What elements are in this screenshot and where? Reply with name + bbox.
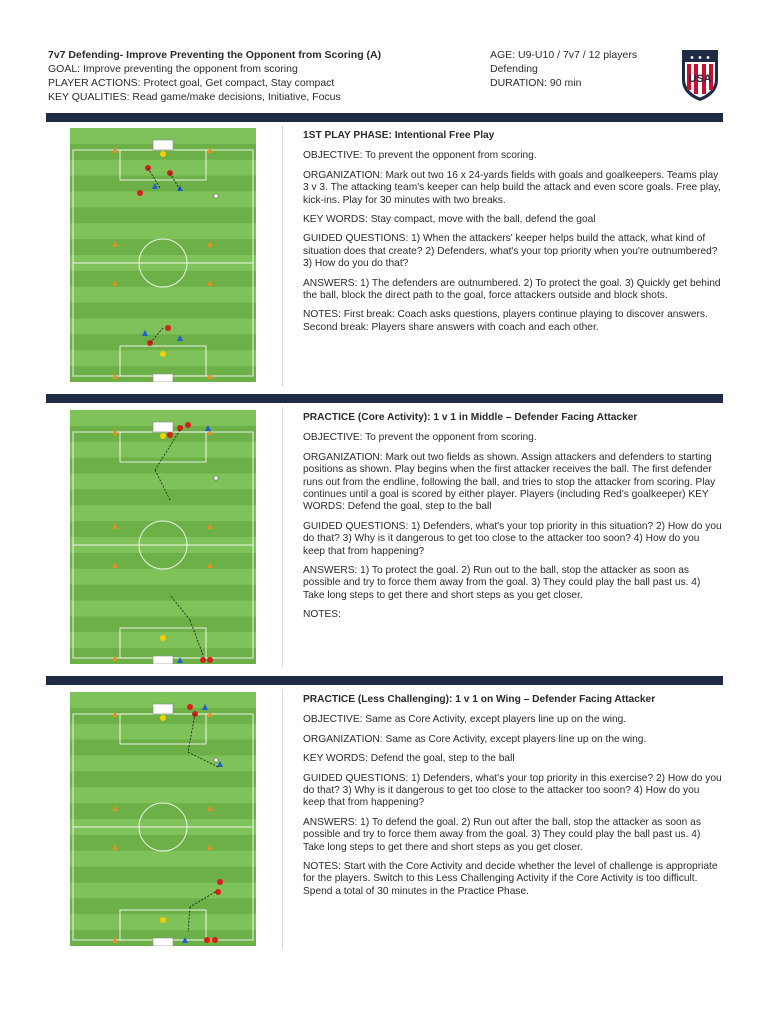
attacker-icon: [207, 657, 213, 663]
session-meta: [490, 48, 660, 90]
goal-bottom: [153, 656, 173, 664]
organization: ORGANIZATION: Mark out two 16 x 24-yards fields with goals and goalkeepers. Teams play 3 v 3. The attacking team's keeper can help build the attack and even score goals. Free play, kick-ins. Play for 30 minutes with two breaks.: [303, 169, 721, 206]
goalkeeper-icon: [160, 715, 166, 721]
notes: NOTES: First break: Coach asks questions, players continue playing to discover answers. Second break: Players share answers with coach and each other.: [303, 309, 708, 333]
field-diagram-core-activity: [70, 410, 256, 664]
answers: ANSWERS: 1) The defenders are outnumbered. 2) To protect the goal. 3) Quickly get behind the ball, block the direct path to the goal, force attackers outside and block shots.: [303, 277, 721, 302]
attacker-icon: [204, 937, 210, 943]
grass-stripe: [70, 756, 256, 772]
grass-stripe: [70, 883, 256, 899]
goalkeeper-icon: [160, 635, 166, 641]
goal-bottom: [153, 938, 173, 946]
topic-info: Defending: [490, 63, 538, 75]
grass-stripe: [70, 319, 256, 335]
guided-questions: GUIDED QUESTIONS: 1) Defenders, what's your top priority in this exercise? 2) How do you do that? 3) Why is it dangerous to get too close to the attacker too soon? 4) How do you keep that from happening?: [303, 772, 722, 809]
attacker-icon: [215, 889, 221, 895]
column-rule: [282, 407, 283, 667]
section-title: 1ST PLAY PHASE: Intentional Free Play: [303, 130, 495, 141]
age-info: AGE: U9-U10 / 7v7 / 12 players: [490, 49, 638, 61]
grass-stripe: [70, 521, 256, 537]
grass-stripe: [70, 553, 256, 569]
section-divider-2: [46, 394, 723, 403]
goalkeeper-icon: [160, 351, 166, 357]
field-diagram-free-play: [70, 128, 256, 382]
goal-top: [153, 704, 173, 714]
grass-stripe: [70, 771, 256, 787]
grass-stripe: [70, 442, 256, 458]
goalkeeper-icon: [160, 917, 166, 923]
objective: OBJECTIVE: To prevent the opponent from scoring.: [303, 432, 537, 444]
objective: OBJECTIVE: Same as Core Activity, except players line up on the wing.: [303, 714, 627, 726]
goal-bottom: [153, 374, 173, 382]
goal-top: [153, 422, 173, 432]
grass-stripe: [70, 239, 256, 255]
section-title: PRACTICE (Less Challenging): 1 v 1 on Wing – Defender Facing Attacker: [303, 694, 656, 705]
organization: ORGANIZATION: Mark out two fields as shown. Assign attackers and defenders to starting positions as shown. Play begins when the first attacker receives the ball. The first defender runs out from the endline, following the ball, and tries to stop the attacker from scoring. Play continues until a goal is scored by either player. Players (including Red's goalkeeper) KEY WORDS: Defend the goal, step to the ball: [303, 451, 716, 513]
attacker-icon: [217, 879, 223, 885]
crest-lettering: USA: [688, 73, 712, 85]
grass-stripe: [70, 569, 256, 585]
grass-stripe: [70, 803, 256, 819]
grass-stripe: [70, 160, 256, 176]
section-free-play: [303, 130, 723, 341]
grass-stripe: [70, 207, 256, 223]
us-soccer-crest-logo: [680, 48, 720, 102]
section-divider-1: [46, 113, 723, 122]
grass-stripe: [70, 505, 256, 521]
guided-questions: GUIDED QUESTIONS: 1) When the attackers' keeper helps build the attack, what kind of situation does that create? 2) Defenders, what's your top priority when you're outnumbered? 3) How do you do that?: [303, 233, 718, 270]
attacker-icon: [185, 422, 191, 428]
answers: ANSWERS: 1) To defend the goal. 2) Run out after the ball, stop the attacker as soon as possible and try to force them away from the goal. 3) They could play the ball past us. 4) Take long steps to get there and short steps as you get closer.: [303, 816, 701, 853]
attacker-icon: [200, 657, 206, 663]
player-actions: PLAYER ACTIONS: Protect goal, Get compact, Stay compact: [48, 77, 335, 89]
grass-stripe: [70, 489, 256, 505]
key-qualities: KEY QUALITIES: Read game/make decisions, Initiative, Focus: [48, 91, 341, 103]
duration-info: DURATION: 90 min: [490, 77, 582, 89]
goalkeeper-icon: [160, 151, 166, 157]
section-divider-3: [46, 676, 723, 685]
grass-stripe: [70, 192, 256, 208]
attacker-icon: [137, 190, 143, 196]
coach-icon: [214, 476, 218, 480]
answers: ANSWERS: 1) To protect the goal. 2) Run out to the ball, stop the attacker as soon as possible and try to force them away from the goal. 3) They could play the ball past us. 4) Take long steps to get there and short steps as you get closer.: [303, 565, 701, 601]
section-less-challenging: [303, 694, 723, 905]
grass-stripe: [70, 616, 256, 632]
column-rule: [282, 126, 283, 386]
grass-stripe: [70, 867, 256, 883]
session-info: [48, 48, 468, 104]
objective: OBJECTIVE: To prevent the opponent from scoring.: [303, 150, 537, 162]
column-rule: [282, 689, 283, 949]
section-core-activity: [303, 412, 723, 629]
coach-icon: [214, 758, 218, 762]
grass-stripe: [70, 474, 256, 490]
attacker-icon: [167, 432, 173, 438]
grass-stripe: [70, 303, 256, 319]
grass-stripe: [70, 835, 256, 851]
grass-stripe: [70, 223, 256, 239]
field-diagram-less-challenging: [70, 692, 256, 946]
guided-questions: GUIDED QUESTIONS: 1) Defenders, what's your top priority in this situation? 2) How do you do that? 3) Why is it dangerous to get too close to the attacker too soon? 4) How do you keep that from happening?: [303, 520, 722, 557]
grass-stripe: [70, 898, 256, 914]
grass-stripe: [70, 334, 256, 350]
notes: NOTES:: [303, 609, 341, 621]
grass-stripe: [70, 271, 256, 287]
coach-icon: [214, 194, 218, 198]
grass-stripe: [70, 585, 256, 601]
key-words: KEY WORDS: Defend the goal, step to the ball: [303, 753, 515, 765]
grass-stripe: [70, 601, 256, 617]
goal-top: [153, 140, 173, 150]
grass-stripe: [70, 787, 256, 803]
grass-stripe: [70, 740, 256, 756]
session-title: 7v7 Defending- Improve Preventing the Opponent from Scoring (A): [48, 49, 382, 61]
attacker-icon: [212, 937, 218, 943]
attacker-icon: [187, 704, 193, 710]
organization: ORGANIZATION: Same as Core Activity, except players line up on the wing.: [303, 733, 647, 745]
session-goal: GOAL: Improve preventing the opponent from scoring: [48, 63, 298, 75]
notes: NOTES: Start with the Core Activity and decide whether the level of challenge is appropriate for the players. Switch to this Less Challenging Activity if the Core Activity is too difficult. Spend a total of 30 minutes in the Practice Phase.: [303, 861, 718, 897]
grass-stripe: [70, 176, 256, 192]
goalkeeper-icon: [160, 433, 166, 439]
grass-stripe: [70, 458, 256, 474]
attacker-icon: [165, 325, 171, 331]
grass-stripe: [70, 851, 256, 867]
grass-stripe: [70, 287, 256, 303]
section-title: PRACTICE (Core Activity): 1 v 1 in Middle – Defender Facing Attacker: [303, 412, 638, 423]
key-words: KEY WORDS: Stay compact, move with the ball, defend the goal: [303, 214, 596, 226]
grass-stripe: [70, 724, 256, 740]
